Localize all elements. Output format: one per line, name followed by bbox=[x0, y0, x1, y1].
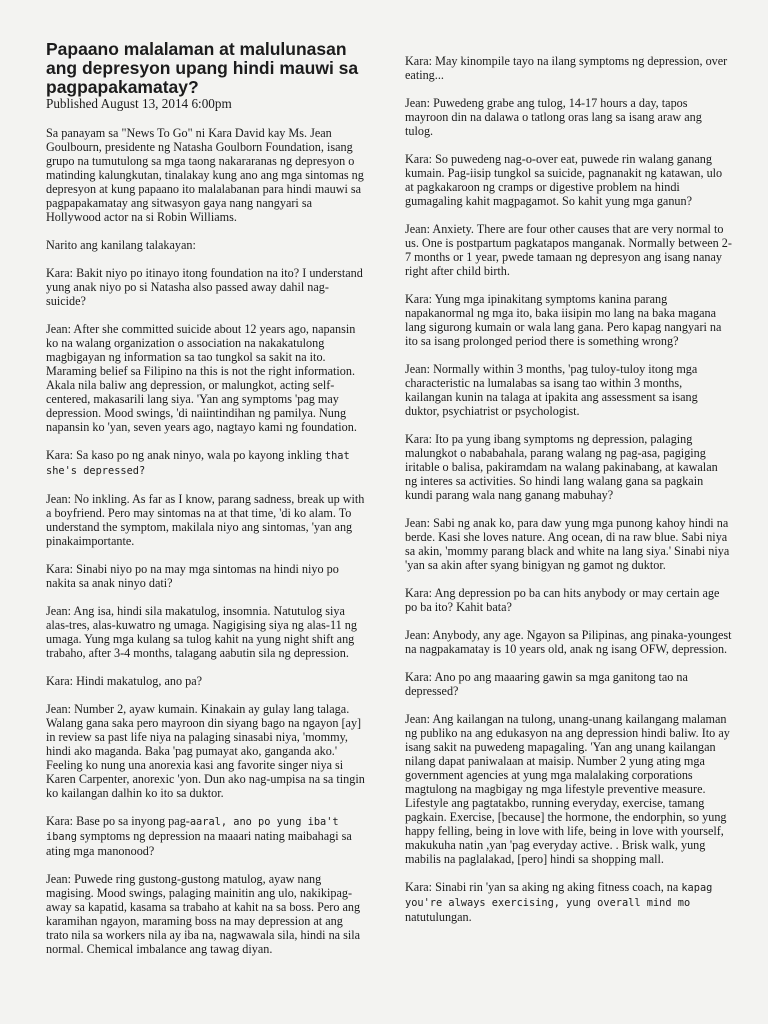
dialogue-paragraph: Jean: Puwedeng grabe ang tulog, 14-17 hours a day, tapos mayroon din na dalawa o tatlong oras lang sa isang araw ang tulog. bbox=[405, 96, 702, 138]
right-column bbox=[405, 54, 732, 938]
dialogue-paragraph: Kara: Ang depression po ba can hits anybody or may certain age po ba ito? Kahit bata? bbox=[405, 586, 720, 614]
dialogue-paragraph: Kara: Ano po ang maaaring gawin sa mga ganitong tao na depressed? bbox=[405, 670, 688, 698]
paragraph-text-mono: kapag you're always exercising, yung overall mind mo bbox=[405, 882, 713, 909]
dialogue-paragraph: Jean: Number 2, ayaw kumain. Kinakain ay gulay lang talaga. Walang gana saka pero mayroon din siyang bago na ngayon [ay] in review sa past life niya na palaging sinasabi niya, 'mommy, hindi ako maganda. Baka 'pag pumayat ako, ganganda ako.' Feeling ko nung una anorexia kasi ang favorite singer niya si Karen Carpenter, anorexic 'yon. Dun ako nag-umpisa na sa tingin ko kailangan dalhin ko ito sa duktor. bbox=[46, 702, 365, 800]
dialogue-paragraph: Kara: So puwedeng nag-o-over eat, puwede rin walang ganang kumain. Pag-iisip tungkol sa suicide, pagnanakit ng katawan, ulo at pagkakaroon ng cramps or digestive problem na hindi gumagaling kahit magpagamot. So kahit yung mga ganun? bbox=[405, 152, 723, 208]
left-column bbox=[46, 40, 368, 970]
dialogue-paragraph: Jean: Sabi ng anak ko, para daw yung mga punong kahoy hindi na berde. Kasi she loves nature. Ang ocean, di na raw blue. Sabi niya sa akin, 'mommy parang black and white na lang siya.' Sinabi niya 'yan sa akin after syang binigyan ng gamot ng duktor. bbox=[405, 516, 730, 572]
dialogue-paragraph bbox=[46, 448, 368, 478]
dialogue-paragraph: Jean: Anybody, any age. Ngayon sa Pilipinas, ang pinaka-youngest na nagpakamatay is 10 years old, anak ng isang OFW, depression. bbox=[405, 628, 732, 656]
intro-paragraph: Sa panayam sa "News To Go" ni Kara David kay Ms. Jean Goulbourn, presidente ng Natasha Goulborn Foundation, isang grupo na tumutulong sa mga taong nakararanas ng depresyon o matinding kalungkutan, tinalakay kung ano ang mga sintomas ng depresyon at kung papaano ito malalabanan para hindi mauwi sa pagpapakamatay ang sitwasyon gaya nang nangyari sa Hollywood actor na si Robin Williams. bbox=[46, 126, 364, 224]
paragraph-text: Kara: Sa kaso po ng anak ninyo, wala po kayong inkling bbox=[46, 448, 322, 462]
paragraph-text: Kara: Base po sa inyong pag- bbox=[46, 814, 190, 828]
paragraph-text-mono: that she's depressed? bbox=[46, 450, 350, 477]
article-title: Papaano malalaman at malulunasan ang depresyon upang hindi mauwi sa pagpapakamatay? bbox=[46, 39, 359, 97]
paragraph-text: Kara: Sinabi rin 'yan sa aking ng aking fitness coach, na bbox=[405, 880, 679, 894]
dialogue-paragraph: Jean: Ang kailangan na tulong, unang-unang kailangang malaman ng publiko na ang edukasyon na ang depression hindi baliw. Ito ay isang sakit na puwedeng mapagaling. 'Yan ang unang kailangan nilang dapat paniwalaan at maisip. Number 2 yung ating mga government agencies at yung mga malalaking corporations magtulong na magbigay ng mga lifestyle preventive measure. Lifestyle ang pagtatakbo, running everyday, exercise, tamang pagkain. Exercise, [because] the hormone, the endorphin, so yung happy felling, being in love with life, being in love with yourself, makukuha natin ,yan 'pag everyday active. . Brisk walk, yung mabilis na paglalakad, [pero] hindi sa shopping mall. bbox=[405, 712, 730, 866]
publish-date: Published August 13, 2014 6:00pm bbox=[46, 96, 232, 111]
paragraph-text: symptoms ng depression na maaari nating maibahagi sa ating mga manonood? bbox=[46, 829, 352, 858]
dialogue-paragraph: Kara: Sinabi niyo po na may mga sintomas na hindi niyo po nakita sa anak ninyo dati? bbox=[46, 562, 339, 590]
dialogue-paragraph: Kara: Bakit niyo po itinayo itong foundation na ito? I understand yung anak niyo po si Natasha also passed away dahil nag-suicide? bbox=[46, 266, 363, 308]
dialogue-paragraph: Jean: Puwede ring gustong-gustong matulog, ayaw nang magising. Mood swings, palaging mainitin ang ulo, nakikipag-away sa kapatid, kasama sa trabaho at kahit na sa boss. Pero ang karamihan ngayon, maraming boss na may depression at ang trato nila sa workers nila ay iba na, nagwawala sila, hindi na sila normal. Chemical imbalance ang tawag diyan. bbox=[46, 872, 361, 956]
dialogue-paragraph: Jean: Ang isa, hindi sila makatulog, insomnia. Natutulog siya alas-tres, alas-kuwatro ng umaga. Nagigising siya ng alas-11 ng umaga. Yung mga kulang sa tulog kahit na yung night shift ang trabaho, after 3-4 months, talagang aabutin sila ng depression. bbox=[46, 604, 357, 660]
dialogue-paragraph: Jean: No inkling. As far as I know, parang sadness, break up with a boyfriend. Pero may sintomas na at that time, 'di ko alam. To understand the symptom, makilala niyo ang sintomas, 'yan ang pinakaimportante. bbox=[46, 492, 365, 548]
dialogue-paragraph: Kara: Hindi makatulog, ano pa? bbox=[46, 674, 203, 688]
dialogue-paragraph: Jean: Anxiety. There are four other causes that are very normal to us. One is postpartum pagkatapos manganak. Normally between 2-7 months or 1 year, pwede tamaan ng depresyon ang isang nanay right after child birth. bbox=[405, 222, 732, 278]
dialogue-paragraph: Kara: May kinompile tayo na ilang symptoms ng depression, over eating... bbox=[405, 54, 728, 82]
dialogue-paragraph: Jean: After she committed suicide about 12 years ago, napansin ko na walang organization o association na nakakatulong magbigayan ng information sa tao tungkol sa sakit na ito. Maraming belief sa Filipino na this is not the right information. Akala nila baliw ang depression, or malungkot, acting self-centered, makasarili lang siya. 'Yan ang symptoms 'pag may depression. Mood swings, 'di naiintindihan ng pamilya. Nung napansin ko 'yan, seven years ago, nagtayo kami ng foundation. bbox=[46, 322, 357, 434]
dialogue-paragraph: Kara: Ito pa yung ibang symptoms ng depression, palaging malungkot o nababahala, parang walang ng pag-asa, pagiging iritable o balisa, pakiramdam na walang pakinabang, at kawalan ng interes sa activities. So hindi lang walang gana sa pagkain kundi parang wala nang ganang mabuhay? bbox=[405, 432, 718, 502]
paragraph-text: natutulungan. bbox=[405, 910, 472, 924]
dialogue-paragraph: Jean: Normally within 3 months, 'pag tuloy-tuloy itong mga characteristic na lumalabas sa isang tao within 3 months, kailangan kunin na talaga at ipakita ang assessment sa isang duktor, psychiatrist or psychologist. bbox=[405, 362, 698, 418]
dialogue-paragraph bbox=[46, 814, 368, 858]
dialogue-paragraph: Kara: Yung mga ipinakitang symptoms kanina parang napakanormal ng mga ito, baka iisipin mo lang na baka magana lang sigurong kumain or wala lang gana. Pero kapag nangyari na ito sa isang prolonged period there is something wrong? bbox=[405, 292, 722, 348]
dialogue-intro: Narito ang kanilang talakayan: bbox=[46, 238, 196, 252]
paragraph-text-mono: aaral, ano po yung iba't ibang bbox=[46, 816, 339, 843]
dialogue-paragraph bbox=[405, 880, 732, 924]
